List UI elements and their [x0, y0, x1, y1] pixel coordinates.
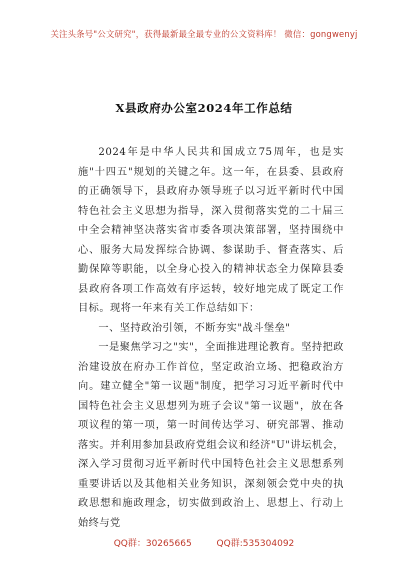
header-banner: 关注头条号"公文研究"，获得最新最全最专业的公文资料库！ 微信：gongwenyj: [50, 29, 358, 39]
footer-qq-group-1: QQ群：30265665: [113, 539, 192, 549]
footer-qq-group-2: QQ群:535304092: [216, 539, 295, 549]
footer-contacts: [0, 536, 408, 549]
section-heading: 一、坚持政治引领，不断夯实"战斗堡垒": [98, 322, 291, 334]
document-body: [78, 143, 344, 533]
document-title: X县政府办公室2024年工作总结: [115, 101, 293, 115]
paragraph-section-one: 一是聚焦学习之"实"，全面推进理论教育。坚持把政治建设放在府办工作首位，坚定政治立场、把稳政治方向。建立健全"第一议题"制度，把学习习近平新时代中国特色社会主义思想列为班子会议"第一议题"，放在各项议程的第一项，第一时间传达学习、研究部署、推动落实。并利用参加县政府党组会议和经济"U"讲坛机会，深入学习贯彻习近平新时代中国特色社会主义思想系列重要讲话以及其他相关业务知识，深刻领会党中央的执政思想和施政理念，切实做到政治上、思想上、行动上始终与党: [78, 342, 344, 529]
paragraph-intro: 2024年是中华人民共和国成立75周年，也是实施"十四五"规划的关键之年。这一年，在县委、县政府的正确领导下，县政府办领导班子以习近平新时代中国特色社会主义思想为指导，深入贯彻落实党的二十届三中全会精神坚决落实省市委各项决策部署，坚持围绕中心、服务大局发挥综合协调、参谋助手、督查落实、后勤保障等职能，以全身心投入的精神状态全力保障县委县政府各项工作高效有序运转，较好地完成了既定工作目标。现将一年来有关工作总结如下：: [78, 147, 344, 314]
